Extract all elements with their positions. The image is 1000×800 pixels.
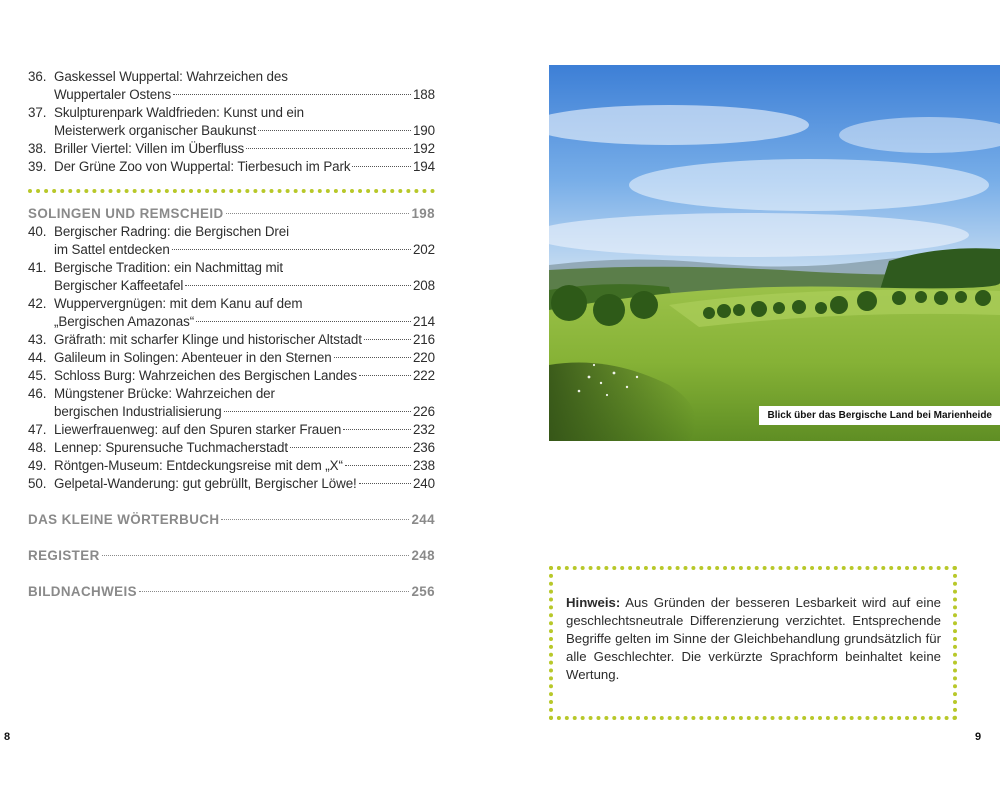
entry-number: 41. xyxy=(28,260,47,275)
toc-entry-line xyxy=(28,140,435,158)
toc-entry-line xyxy=(28,86,435,104)
toc-entry-line xyxy=(28,241,435,259)
entry-title: Skulpturenpark Waldfrieden: Kunst und ein xyxy=(54,105,304,120)
entry-number: 49. xyxy=(28,458,47,473)
toc-entry-line xyxy=(28,122,435,140)
dot-leader xyxy=(345,465,411,466)
section-page: 244 xyxy=(411,512,435,527)
section-title: BILDNACHWEIS xyxy=(28,584,137,599)
dotted-separator xyxy=(28,189,435,193)
toc-entry[interactable] xyxy=(28,349,435,367)
toc-entry[interactable] xyxy=(28,259,435,295)
entry-title: bergischen Industrialisierung xyxy=(54,404,222,419)
toc-entry[interactable] xyxy=(28,367,435,385)
entry-number: 48. xyxy=(28,440,47,455)
section-page: 198 xyxy=(411,206,435,221)
entry-title: Wuppervergnügen: mit dem Kanu auf dem xyxy=(54,296,303,311)
section-title: DAS KLEINE WÖRTERBUCH xyxy=(28,512,220,527)
entry-number: 38. xyxy=(28,141,47,156)
toc-entry-line xyxy=(28,313,435,331)
entry-title: Röntgen-Museum: Entdeckungsreise mit dem „X“ xyxy=(54,458,343,473)
dot-leader xyxy=(352,166,410,167)
dot-leader xyxy=(196,321,411,322)
toc-section-solingen[interactable] xyxy=(28,205,435,223)
toc-entry-line xyxy=(28,223,435,241)
entry-title: Meisterwerk organischer Baukunst xyxy=(54,123,257,138)
entry-number: 50. xyxy=(28,476,47,491)
entry-page: 188 xyxy=(412,87,435,102)
entry-number: 43. xyxy=(28,332,47,347)
hinweis-body: Aus Gründen der besseren Lesbarkeit wird auf eine geschlechtsneutrale Differenzierung verzichtet. Entsprechende Begriffe gelten im Sinne der Gleichbehandlung grundsätzlich für alle Geschlechter. Die verkürzte Sprachform beinhaltet keine Wertung. xyxy=(566,595,941,682)
photo-caption: Blick über das Bergische Land bei Marienheide xyxy=(759,406,1000,425)
toc-entries-wuppertal xyxy=(28,68,435,176)
entry-page: 216 xyxy=(412,332,435,347)
page-number-right: 9 xyxy=(975,731,982,743)
toc-entry-line xyxy=(28,259,435,277)
entry-title: Gaskessel Wuppertal: Wahrzeichen des xyxy=(54,69,288,84)
entry-title: Bergische Tradition: ein Nachmittag mit xyxy=(54,260,284,275)
toc-entry[interactable] xyxy=(28,475,435,493)
entry-page: 214 xyxy=(412,314,435,329)
dot-leader xyxy=(359,375,411,376)
dot-leader xyxy=(226,213,410,214)
toc-entry[interactable] xyxy=(28,457,435,475)
dot-leader xyxy=(246,148,411,149)
dot-leader xyxy=(359,483,411,484)
entry-page: 192 xyxy=(412,141,435,156)
toc-entry-line xyxy=(28,457,435,475)
dot-leader xyxy=(258,130,411,131)
entry-title: Bergischer Kaffeetafel xyxy=(54,278,184,293)
toc-entry-line xyxy=(28,475,435,493)
entry-number: 47. xyxy=(28,422,47,437)
entry-title: Bergischer Radring: die Bergischen Drei xyxy=(54,224,290,239)
entry-page: 202 xyxy=(412,242,435,257)
entry-title: Liewerfrauenweg: auf den Spuren starker Frauen xyxy=(54,422,342,437)
section-page: 256 xyxy=(411,584,435,599)
entry-number: 36. xyxy=(28,69,47,84)
entry-title: Gräfrath: mit scharfer Klinge und historischer Altstadt xyxy=(54,332,362,347)
toc-entry-line xyxy=(28,403,435,421)
entry-page: 194 xyxy=(412,159,435,174)
hinweis-box xyxy=(549,566,957,720)
toc-entry-line xyxy=(28,421,435,439)
dot-leader xyxy=(364,339,411,340)
toc-entries-solingen xyxy=(28,223,435,493)
dot-leader xyxy=(221,519,409,520)
entry-page: 226 xyxy=(412,404,435,419)
dot-leader xyxy=(173,94,411,95)
dot-leader xyxy=(172,249,411,250)
toc-entry-line xyxy=(28,277,435,295)
dot-leader xyxy=(343,429,411,430)
entry-page: 232 xyxy=(412,422,435,437)
entry-page: 208 xyxy=(412,278,435,293)
landscape-illustration xyxy=(549,65,1000,441)
toc-entry[interactable] xyxy=(28,385,435,421)
entry-title: Galileum in Solingen: Abenteuer in den Sternen xyxy=(54,350,332,365)
entry-page: 222 xyxy=(412,368,435,383)
dot-leader xyxy=(224,411,411,412)
toc-entry[interactable] xyxy=(28,331,435,349)
dot-leader xyxy=(185,285,411,286)
entry-title: Müngstener Brücke: Wahrzeichen der xyxy=(54,386,275,401)
dot-leader xyxy=(334,357,411,358)
toc-entry-line xyxy=(28,331,435,349)
toc-end-sections xyxy=(28,511,435,601)
toc-entry[interactable] xyxy=(28,158,435,176)
section-page: 248 xyxy=(411,548,435,563)
section-title: SOLINGEN UND REMSCHEID xyxy=(28,206,224,221)
entry-number: 40. xyxy=(28,224,47,239)
dot-leader xyxy=(102,555,410,556)
entry-page: 238 xyxy=(412,458,435,473)
table-of-contents xyxy=(28,68,435,601)
toc-entry[interactable] xyxy=(28,421,435,439)
entry-number: 46. xyxy=(28,386,47,401)
toc-entry-line xyxy=(28,385,435,403)
entry-title: Schloss Burg: Wahrzeichen des Bergischen Landes xyxy=(54,368,357,383)
toc-entry-line xyxy=(28,439,435,457)
hinweis-text xyxy=(566,594,941,684)
toc-section[interactable] xyxy=(28,547,435,565)
section-title: REGISTER xyxy=(28,548,100,563)
entry-title: „Bergischen Amazonas“ xyxy=(54,314,195,329)
entry-title: Briller Viertel: Villen im Überfluss xyxy=(54,141,245,156)
toc-entry[interactable] xyxy=(28,140,435,158)
entry-title: Wuppertaler Ostens xyxy=(54,87,172,102)
entry-number: 42. xyxy=(28,296,47,311)
toc-section[interactable] xyxy=(28,583,435,601)
toc-entry-line xyxy=(28,158,435,176)
toc-section[interactable] xyxy=(28,511,435,529)
entry-number: 45. xyxy=(28,368,47,383)
toc-entry[interactable] xyxy=(28,439,435,457)
page-number-left: 8 xyxy=(4,731,11,743)
entry-title: Lennep: Spurensuche Tuchmacherstadt xyxy=(54,440,288,455)
entry-title: im Sattel entdecken xyxy=(54,242,170,257)
toc-entry[interactable] xyxy=(28,68,435,104)
landscape-photo xyxy=(549,65,1000,441)
entry-page: 236 xyxy=(412,440,435,455)
entry-number: 44. xyxy=(28,350,47,365)
entry-title: Der Grüne Zoo von Wuppertal: Tierbesuch im Park xyxy=(54,159,351,174)
hinweis-label: Hinweis: xyxy=(566,595,621,610)
entry-title: Gelpetal-Wanderung: gut gebrüllt, Bergischer Löwe! xyxy=(54,476,357,491)
entry-page: 190 xyxy=(412,123,435,138)
entry-number: 37. xyxy=(28,105,47,120)
dot-leader xyxy=(139,591,410,592)
toc-entry-line xyxy=(28,295,435,313)
toc-entry-line xyxy=(28,104,435,122)
toc-entry-line xyxy=(28,349,435,367)
entry-page: 220 xyxy=(412,350,435,365)
toc-entry[interactable] xyxy=(28,104,435,140)
toc-entry-line xyxy=(28,367,435,385)
toc-entry[interactable] xyxy=(28,295,435,331)
entry-number: 39. xyxy=(28,159,47,174)
dot-leader xyxy=(290,447,411,448)
toc-entry[interactable] xyxy=(28,223,435,259)
toc-entry-line xyxy=(28,68,435,86)
entry-page: 240 xyxy=(412,476,435,491)
